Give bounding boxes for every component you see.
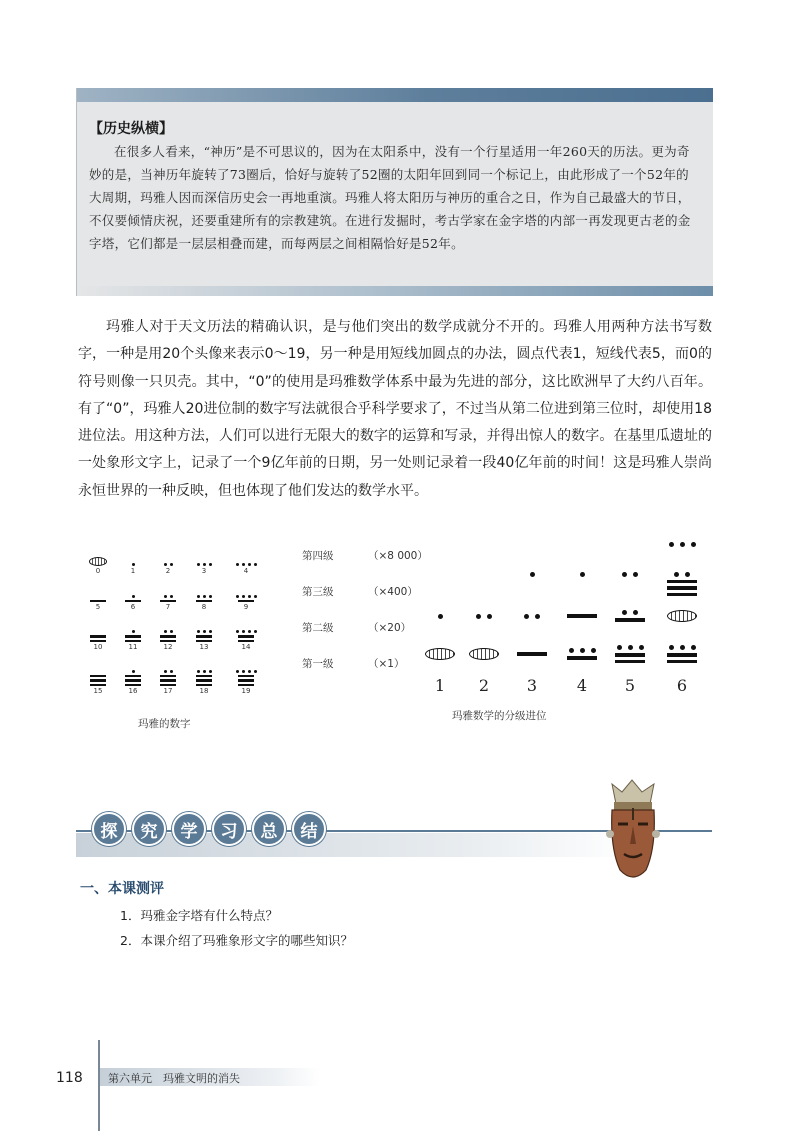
footer-unit-title: 第六单元 玛雅文明的消失 bbox=[108, 1072, 240, 1085]
positional-column-5 bbox=[610, 520, 650, 680]
page-number: 118 bbox=[56, 1070, 83, 1086]
numeral-6 bbox=[117, 580, 149, 620]
shell-icon bbox=[425, 648, 455, 660]
numeral-18 bbox=[188, 664, 220, 704]
numeral-2 bbox=[152, 544, 184, 584]
numeral-13 bbox=[188, 620, 220, 660]
question-1: 1．玛雅金字塔有什么特点？ bbox=[120, 908, 278, 923]
shell-icon bbox=[89, 557, 107, 566]
numeral-label: 6 bbox=[130, 603, 136, 611]
positional-column-6 bbox=[662, 520, 702, 680]
numeral-label: 12 bbox=[163, 643, 173, 651]
numeral-19 bbox=[230, 664, 262, 704]
numeral-label: 13 bbox=[199, 643, 209, 651]
question-2: 2．本课介绍了玛雅象形文字的哪些知识？ bbox=[120, 933, 353, 948]
level-1: 第一级 （×1） bbox=[302, 658, 405, 670]
column-label-2: 2 bbox=[478, 676, 490, 695]
numeral-label: 14 bbox=[241, 643, 251, 651]
level-2: 第二级 （×20） bbox=[302, 622, 412, 634]
numeral-12 bbox=[152, 620, 184, 660]
sidebar-bottom-bar bbox=[77, 286, 713, 296]
summary-title-char: 探 bbox=[92, 812, 126, 846]
sidebar-title: 【历史纵横】 bbox=[89, 121, 173, 137]
maya-mask-image bbox=[598, 778, 668, 888]
summary-title bbox=[92, 812, 326, 846]
numerals-caption: 玛雅的数字 bbox=[138, 718, 191, 730]
numeral-8 bbox=[188, 580, 220, 620]
summary-title-char: 学 bbox=[172, 812, 206, 846]
numeral-11 bbox=[117, 620, 149, 660]
numeral-label: 0 bbox=[95, 567, 101, 575]
numeral-label: 10 bbox=[93, 643, 103, 651]
numeral-7 bbox=[152, 580, 184, 620]
maya-numerals-figure bbox=[78, 540, 278, 710]
numeral-label: 18 bbox=[199, 687, 209, 695]
summary-title-char: 结 bbox=[292, 812, 326, 846]
main-paragraph: 玛雅人对于天文历法的精确认识，是与他们突出的数学成就分不开的。玛雅人用两种方法书写数字，一种是用20个头像来表示0～19，另一种是用短线加圆点的办法，圆点代表1，短线代表5，而0的符号则像一只贝壳。其中，“0”的使用是玛雅数学体系中最为先进的部分，这比欧洲早了大约八百年。有了“0”，玛雅人20进位制的数字写法就很合乎科学要求了，不过当从第二位进到第三位时，却使用18进位法。用这种方法，人们可以进行无限大的数字的运算和写录，并得出惊人的数字。在基里瓜遗址的一处象形文字上，记录了一个9亿年前的日期，另一处则记录着一段40亿年前的时间！这是玛雅人崇尚永恒世界的一种反映，但也体现了他们发达的数学水平。 bbox=[78, 319, 712, 499]
numeral-label: 11 bbox=[128, 643, 138, 651]
numeral-label: 4 bbox=[243, 567, 249, 575]
column-label-1: 1 bbox=[434, 676, 446, 695]
numeral-label: 7 bbox=[165, 603, 171, 611]
level-4: 第四级 （×8 000） bbox=[302, 550, 428, 562]
numeral-1 bbox=[117, 544, 149, 584]
column-label-4: 4 bbox=[576, 676, 588, 695]
positional-caption: 玛雅数学的分级进位 bbox=[452, 710, 547, 722]
column-label-5: 5 bbox=[624, 676, 636, 695]
positional-column-2 bbox=[464, 520, 504, 680]
numeral-label: 9 bbox=[243, 603, 249, 611]
numeral-label: 5 bbox=[95, 603, 101, 611]
numeral-label: 3 bbox=[201, 567, 207, 575]
numeral-label: 1 bbox=[130, 567, 136, 575]
numeral-label: 2 bbox=[165, 567, 171, 575]
numeral-14 bbox=[230, 620, 262, 660]
sidebar-text: 在很多人看来，“神历”是不可思议的，因为在太阳系中，没有一个行星适用一年260天的历法。更为奇妙的是，当神历年旋转了73圈后，恰好与旋转了52圈的太阳年回到同一个标记上，由此形成了一个52年的大周期，玛雅人因而深信历史会一再地重演。玛雅人将太阳历与神历的重合之日，作为自己最盛大的节日，不仅要倾情庆祝，还要重建所有的宗教建筑。在进行发掘时，考古学家在金字塔的内部一再发现更古老的金字塔，它们都是一层层相叠而建，而每两层之间相隔恰好是52年。 bbox=[89, 144, 691, 251]
numeral-17 bbox=[152, 664, 184, 704]
numeral-3 bbox=[188, 544, 220, 584]
numeral-16 bbox=[117, 664, 149, 704]
numeral-label: 8 bbox=[201, 603, 207, 611]
summary-title-char: 总 bbox=[252, 812, 286, 846]
history-sidebar bbox=[76, 88, 713, 296]
numeral-10 bbox=[82, 620, 114, 660]
shell-icon bbox=[469, 648, 499, 660]
section-title: 一、本课测评 bbox=[80, 881, 164, 897]
numeral-0 bbox=[82, 544, 114, 584]
numeral-label: 16 bbox=[128, 687, 138, 695]
numeral-9 bbox=[230, 580, 262, 620]
column-label-6: 6 bbox=[676, 676, 688, 695]
summary-title-char: 习 bbox=[212, 812, 246, 846]
level-3: 第三级 （×400） bbox=[302, 586, 418, 598]
numeral-5 bbox=[82, 580, 114, 620]
sidebar-top-bar bbox=[77, 88, 713, 102]
summary-title-char: 究 bbox=[132, 812, 166, 846]
positional-column-4 bbox=[562, 520, 602, 680]
numeral-15 bbox=[82, 664, 114, 704]
positional-column-1 bbox=[420, 520, 460, 680]
column-label-3: 3 bbox=[526, 676, 538, 695]
positional-column-3 bbox=[512, 520, 552, 680]
numeral-label: 15 bbox=[93, 687, 103, 695]
numeral-4 bbox=[230, 544, 262, 584]
numeral-label: 17 bbox=[163, 687, 173, 695]
numeral-label: 19 bbox=[241, 687, 251, 695]
shell-icon bbox=[667, 610, 697, 622]
